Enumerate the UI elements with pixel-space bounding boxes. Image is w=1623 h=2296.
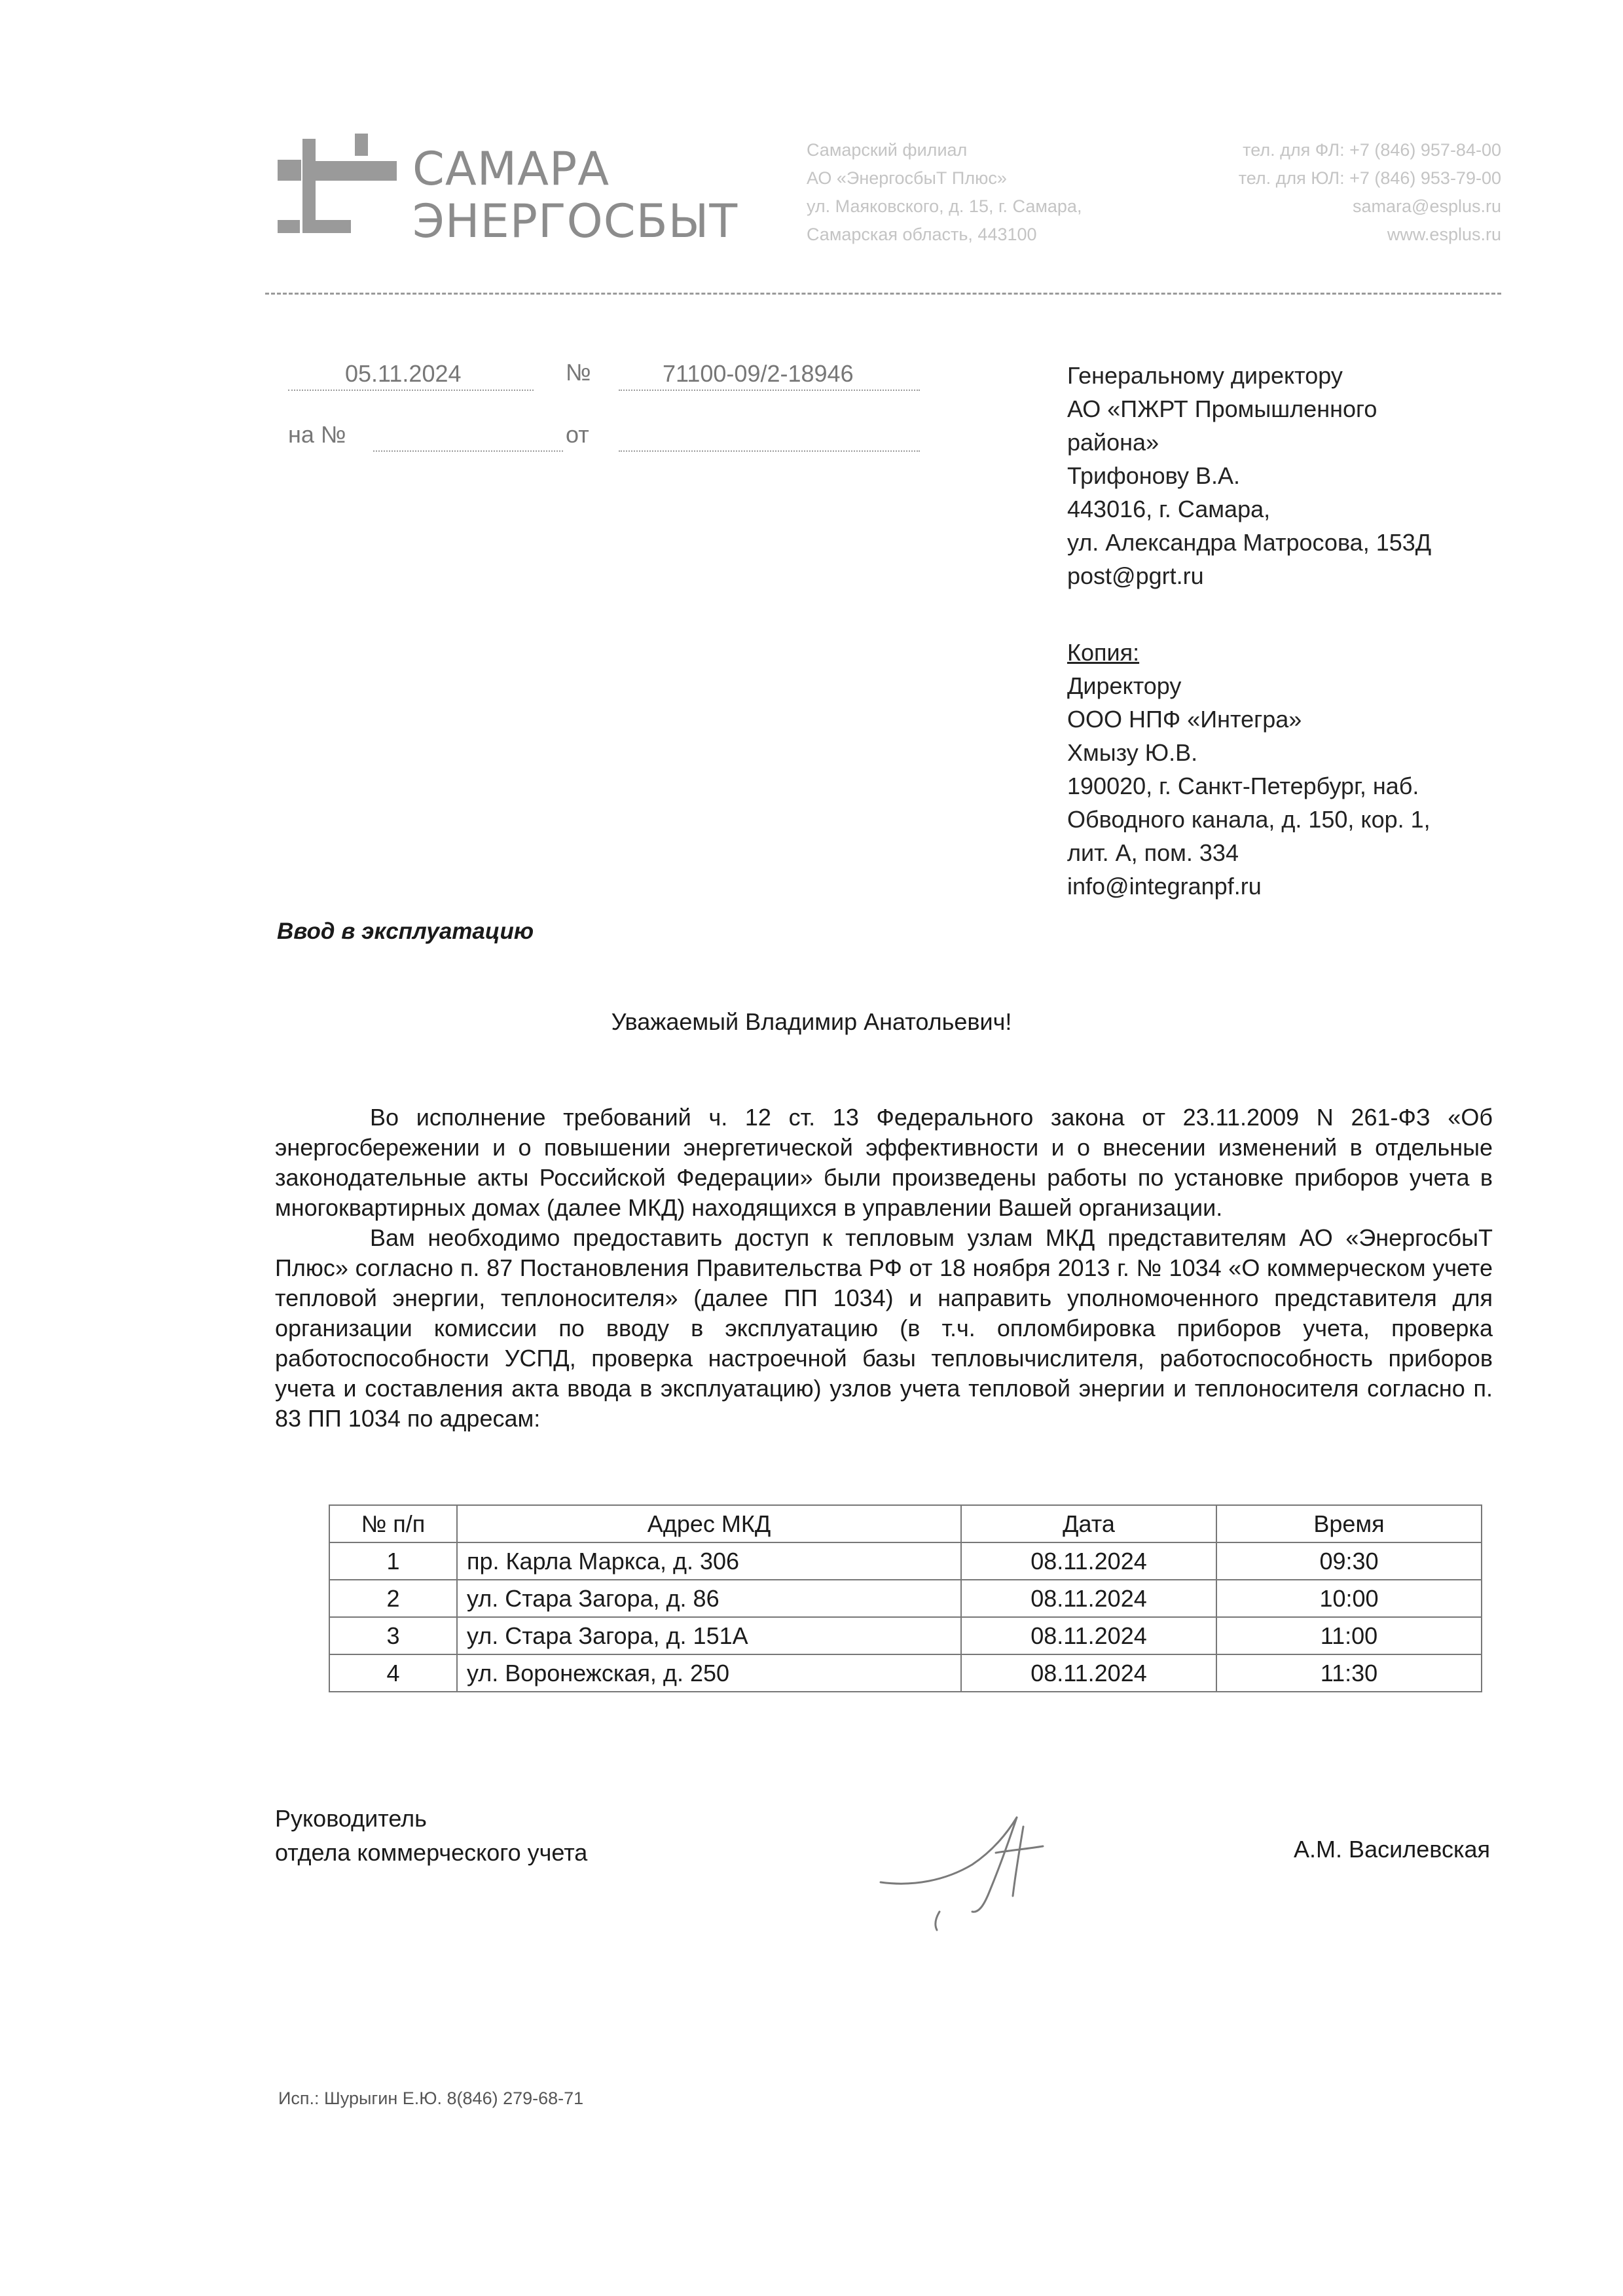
cell-address: ул. Стара Загора, д. 151А xyxy=(457,1617,961,1654)
phone-legal-entities: тел. для ЮЛ: +7 (846) 953-79-00 xyxy=(1238,168,1501,188)
cell-date: 08.11.2024 xyxy=(961,1617,1216,1654)
cell-time: 10:00 xyxy=(1216,1580,1482,1617)
reference-date-underline xyxy=(619,450,920,452)
phone-individuals: тел. для ФЛ: +7 (846) 957-84-00 xyxy=(1243,140,1501,160)
signer-position-line-1: Руководитель xyxy=(275,1805,427,1832)
table-row xyxy=(329,1617,1482,1654)
greeting: Уважаемый Владимир Анатольевич! xyxy=(611,1008,1012,1035)
cell-date: 08.11.2024 xyxy=(961,1580,1216,1617)
addressee-line: АО «ПЖРТ Промышленного xyxy=(1067,395,1377,422)
contact-website: www.esplus.ru xyxy=(1387,225,1501,244)
cell-date: 08.11.2024 xyxy=(961,1654,1216,1692)
reference-date-label: от xyxy=(566,421,589,448)
addressee-line: района» xyxy=(1067,429,1159,456)
outgoing-number: 71100-09/2-18946 xyxy=(663,360,854,387)
reference-number-underline xyxy=(373,450,563,452)
body-paragraph-2: Вам необходимо предоставить доступ к тепловым узлам МКД представителям АО «ЭнергосбыТ Плюс» согласно п. 87 Постановления Правительства РФ от 18 ноября 2013 г. № 1034 «О коммерческом учете тепловой энергии, теплоносителя» (далее ПП 1034) и направить уполномоченного представителя для организации комиссии по вводу в эксплуатацию (в т.ч. опломбировка приборов учета, проверка работоспособности УСПД, проверка настроечной базы тепловычислителя, работоспособность приборов учета и составления акта ввода в эксплуатацию) узлов учета тепловой энергии и теплоносителя согласно п. 83 ПП 1034 по адресам: xyxy=(275,1224,1493,1432)
addressee-email: post@pgrt.ru xyxy=(1067,562,1204,589)
branch-address-line: АО «ЭнергосбыТ Плюс» xyxy=(807,168,1007,188)
cell-time: 11:30 xyxy=(1216,1654,1482,1692)
copy-label: Копия: xyxy=(1067,639,1140,666)
cell-index: 2 xyxy=(329,1580,457,1617)
signer-name: А.М. Василевская xyxy=(1294,1836,1490,1863)
cell-address: пр. Карла Маркса, д. 306 xyxy=(457,1542,961,1580)
header-date: Дата xyxy=(961,1505,1216,1542)
header-index: № п/п xyxy=(329,1505,457,1542)
body-paragraph-1: Во исполнение требований ч. 12 ст. 13 Федерального закона от 23.11.2009 N 261-ФЗ «Об энергосбережении и о повышении энергетической эффективности и о внесении изменений в отдельные законодательные акты Российской Федерации» были произведены работы по установке приборов учета в многоквартирных домах (далее МКД) находящихся в управлении Вашей организации. xyxy=(275,1104,1493,1221)
company-logo-icon xyxy=(268,131,399,242)
addressee-line: Трифонову В.А. xyxy=(1067,462,1241,489)
branch-address-line: ул. Маяковского, д. 15, г. Самара, xyxy=(807,196,1082,216)
number-underline xyxy=(619,390,920,391)
table-header-row xyxy=(329,1505,1482,1542)
signer-position xyxy=(275,1802,587,1870)
copy-line: Обводного канала, д. 150, кор. 1, xyxy=(1067,806,1431,833)
table-row xyxy=(329,1580,1482,1617)
addressee-block xyxy=(1067,359,1578,903)
branch-contacts xyxy=(1239,136,1501,249)
header-time: Время xyxy=(1216,1505,1482,1542)
copy-line: лит. А, пом. 334 xyxy=(1067,839,1239,866)
addresses-table xyxy=(329,1504,1482,1692)
cell-address: ул. Воронежская, д. 250 xyxy=(457,1654,961,1692)
letter-subject: Ввод в эксплуатацию xyxy=(277,919,534,944)
date-underline xyxy=(288,390,534,391)
table-row xyxy=(329,1654,1482,1692)
addressee-line: ул. Александра Матросова, 153Д xyxy=(1067,529,1432,556)
cell-index: 1 xyxy=(329,1542,457,1580)
cell-index: 4 xyxy=(329,1654,457,1692)
addressee-line: 443016, г. Самара, xyxy=(1067,496,1271,522)
cell-address: ул. Стара Загора, д. 86 xyxy=(457,1580,961,1617)
number-sign: № xyxy=(566,359,591,386)
copy-line: 190020, г. Санкт-Петербург, наб. xyxy=(1067,773,1419,799)
letterhead-divider xyxy=(265,293,1501,295)
branch-address xyxy=(807,136,1082,249)
cell-time: 11:00 xyxy=(1216,1617,1482,1654)
header-address: Адрес МКД xyxy=(457,1505,961,1542)
copy-line: Хмызу Ю.В. xyxy=(1067,739,1198,766)
cell-time: 09:30 xyxy=(1216,1542,1482,1580)
addressee-line: Генеральному директору xyxy=(1067,362,1343,389)
contact-email: samara@esplus.ru xyxy=(1353,196,1501,216)
brand-line-2: ЭНЕРГОСБЫТ xyxy=(412,194,739,248)
handwritten-signature-icon xyxy=(867,1813,1084,1938)
brand-line-1: САМАРА xyxy=(412,142,610,196)
brand-wordmark xyxy=(412,143,738,247)
signer-position-line-2: отдела коммерческого учета xyxy=(275,1839,588,1866)
branch-address-line: Самарский филиал xyxy=(807,140,968,160)
table-row xyxy=(329,1542,1482,1580)
cell-index: 3 xyxy=(329,1617,457,1654)
copy-line: ООО НПФ «Интегра» xyxy=(1067,706,1302,733)
outgoing-date: 05.11.2024 xyxy=(345,360,462,387)
copy-email: info@integranpf.ru xyxy=(1067,873,1262,900)
copy-line: Директору xyxy=(1067,672,1182,699)
cell-date: 08.11.2024 xyxy=(961,1542,1216,1580)
reference-number-label: на № xyxy=(288,421,346,448)
executor-info: Исп.: Шурыгин Е.Ю. 8(846) 279-68-71 xyxy=(278,2088,584,2108)
letter-body xyxy=(275,1102,1493,1434)
branch-address-line: Самарская область, 443100 xyxy=(807,225,1037,244)
